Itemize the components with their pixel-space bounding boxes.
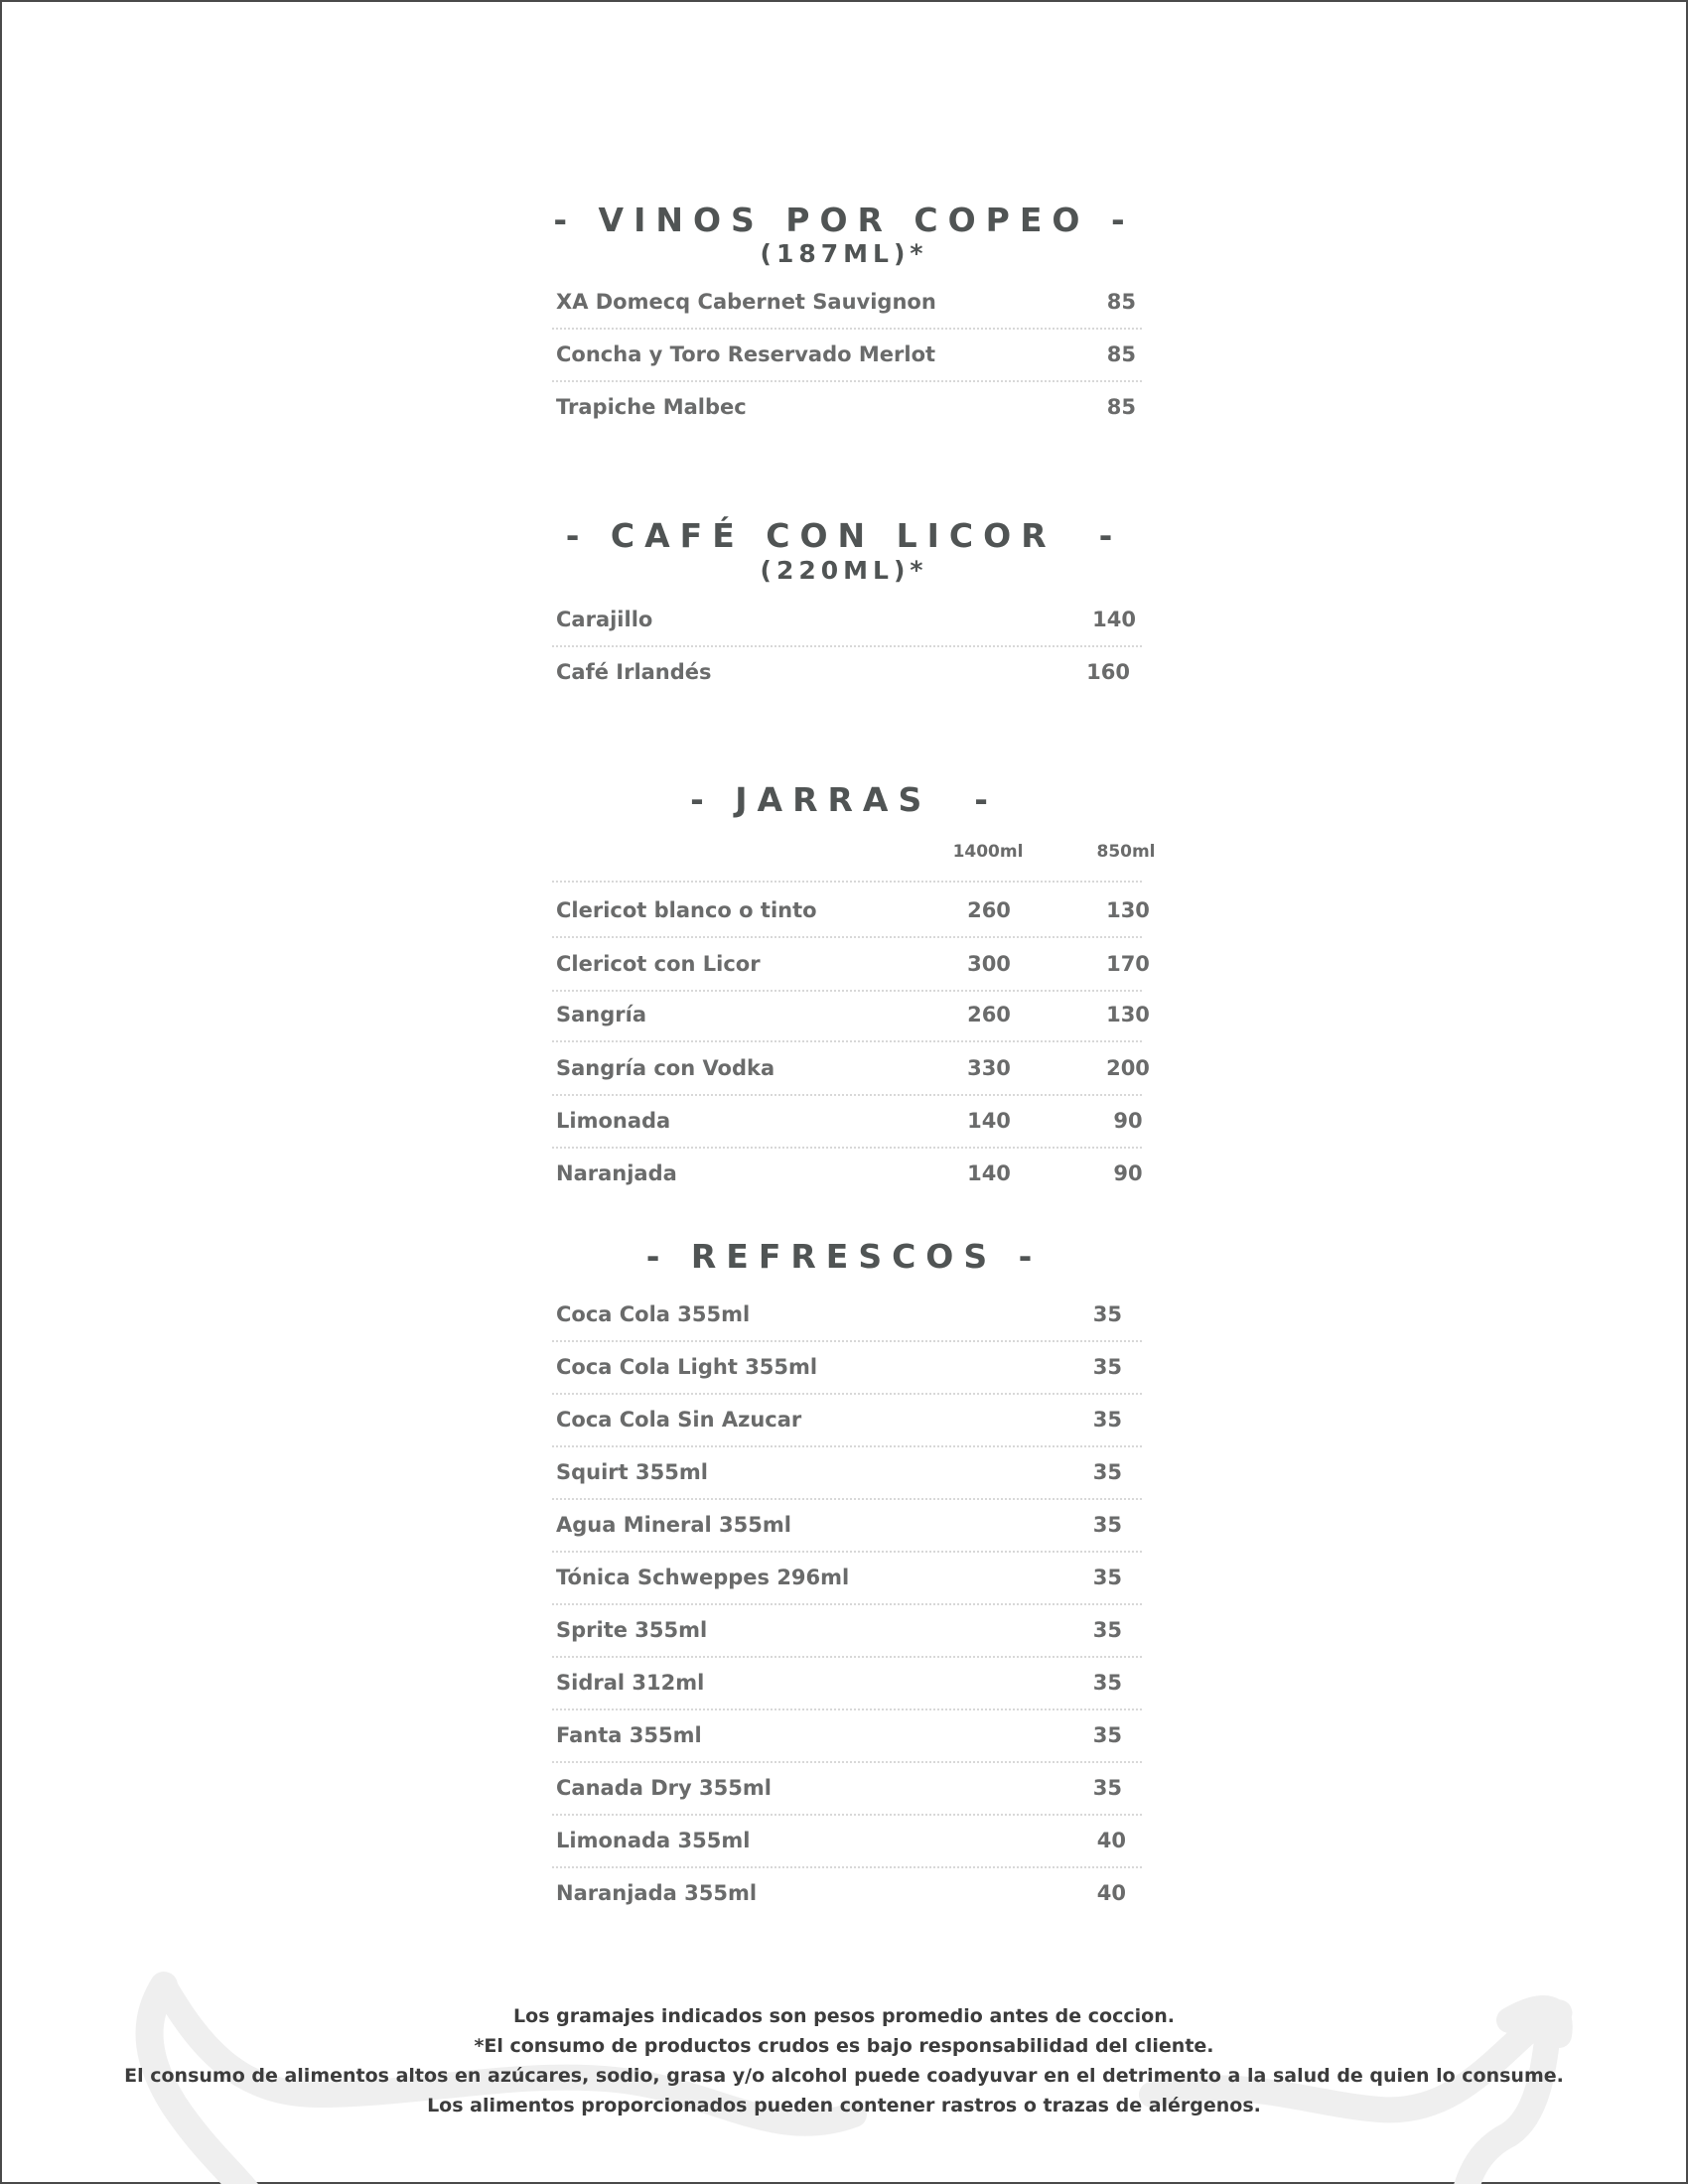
item-price-850ml: 90 bbox=[1113, 1109, 1143, 1133]
item-price: 85 bbox=[1106, 290, 1136, 314]
item-price-850ml: 200 bbox=[1106, 1056, 1150, 1080]
footer-disclaimer bbox=[0, 2001, 1688, 2120]
section-title-vinos: - VINOS POR COPEO - bbox=[553, 201, 1135, 239]
menu-item bbox=[552, 600, 1142, 652]
menu-item bbox=[552, 1715, 1142, 1768]
menu-item bbox=[552, 1347, 1142, 1400]
item-price-850ml: 90 bbox=[1113, 1161, 1143, 1185]
menu-item bbox=[552, 387, 1142, 440]
item-price-1400ml: 260 bbox=[967, 898, 1011, 922]
item-name: XA Domecq Cabernet Sauvignon bbox=[556, 290, 936, 314]
item-price: 40 bbox=[1096, 1829, 1126, 1852]
item-name: Clericot blanco o tinto bbox=[556, 898, 817, 922]
item-name: Naranjada bbox=[556, 1161, 677, 1185]
menu-item bbox=[552, 1505, 1142, 1558]
item-price: 140 bbox=[1092, 608, 1136, 631]
menu-item bbox=[552, 282, 1142, 335]
menu-item bbox=[552, 1295, 1142, 1347]
menu-item bbox=[552, 995, 1150, 1047]
item-name: Carajillo bbox=[556, 608, 653, 631]
item-name: Fanta 355ml bbox=[556, 1723, 702, 1747]
section-title-refrescos: - REFRESCOS - bbox=[645, 1237, 1043, 1276]
item-price-1400ml: 140 bbox=[967, 1161, 1011, 1185]
disclaimer-line: Los gramajes indicados son pesos promedio antes de coccion. bbox=[513, 2005, 1175, 2027]
item-price: 35 bbox=[1092, 1513, 1122, 1537]
menu-item bbox=[552, 1048, 1150, 1101]
menu-item bbox=[552, 944, 1150, 997]
item-name: Agua Mineral 355ml bbox=[556, 1513, 791, 1537]
item-name: Coca Cola Light 355ml bbox=[556, 1355, 818, 1379]
menu-item bbox=[552, 1154, 1142, 1206]
menu-item bbox=[552, 335, 1142, 387]
item-price: 35 bbox=[1092, 1408, 1122, 1432]
item-price-850ml: 130 bbox=[1106, 1003, 1150, 1026]
menu-item bbox=[552, 1768, 1142, 1821]
item-name: Limonada bbox=[556, 1109, 671, 1133]
menu-item bbox=[552, 1101, 1142, 1154]
item-price: 35 bbox=[1092, 1355, 1122, 1379]
item-name: Sidral 312ml bbox=[556, 1671, 705, 1695]
menu-item bbox=[552, 1400, 1142, 1452]
item-price: 35 bbox=[1092, 1618, 1122, 1642]
item-name: Squirt 355ml bbox=[556, 1460, 708, 1484]
item-price: 160 bbox=[1086, 660, 1130, 684]
item-name: Café Irlandés bbox=[556, 660, 712, 684]
menu-item bbox=[552, 890, 1150, 943]
menu-item bbox=[552, 1873, 1142, 1926]
item-name: Sangría bbox=[556, 1003, 647, 1026]
item-price: 40 bbox=[1096, 1881, 1126, 1905]
item-price-1400ml: 140 bbox=[967, 1109, 1011, 1133]
item-name: Limonada 355ml bbox=[556, 1829, 751, 1852]
disclaimer-line: El consumo de alimentos altos en azúcares, sodio, grasa y/o alcohol puede coadyuvar en el detrimento a la salud de quien lo consume. bbox=[124, 2065, 1564, 2087]
item-name: Naranjada 355ml bbox=[556, 1881, 758, 1905]
item-name: Sprite 355ml bbox=[556, 1618, 708, 1642]
disclaimer-line: *El consumo de productos crudos es bajo responsabilidad del cliente. bbox=[474, 2035, 1214, 2057]
item-name: Sangría con Vodka bbox=[556, 1056, 775, 1080]
disclaimer-line: Los alimentos proporcionados pueden contener rastros o trazas de alérgenos. bbox=[427, 2095, 1261, 2116]
section-title-jarras: - JARRAS - bbox=[690, 780, 998, 819]
item-price: 35 bbox=[1092, 1671, 1122, 1695]
section-subtitle-vinos: (187ML)* bbox=[760, 239, 928, 268]
item-name: Canada Dry 355ml bbox=[556, 1776, 772, 1800]
section-subtitle-cafe: (220ML)* bbox=[760, 556, 928, 585]
item-price-850ml: 130 bbox=[1106, 898, 1150, 922]
item-price: 85 bbox=[1106, 342, 1136, 366]
item-name: Concha y Toro Reservado Merlot bbox=[556, 342, 936, 366]
menu-item bbox=[552, 1558, 1142, 1610]
item-price-850ml: 170 bbox=[1106, 952, 1150, 976]
item-name: Coca Cola 355ml bbox=[556, 1302, 751, 1326]
item-price-1400ml: 300 bbox=[967, 952, 1011, 976]
item-price-1400ml: 260 bbox=[967, 1003, 1011, 1026]
menu-item bbox=[552, 1610, 1142, 1663]
menu-item bbox=[552, 1821, 1142, 1873]
item-name: Trapiche Malbec bbox=[556, 395, 747, 419]
item-price: 35 bbox=[1092, 1460, 1122, 1484]
menu-item bbox=[552, 1452, 1142, 1505]
item-price-1400ml: 330 bbox=[967, 1056, 1011, 1080]
column-header-1400ml: 1400ml bbox=[952, 842, 1024, 862]
column-header-850ml: 850ml bbox=[1096, 842, 1156, 862]
item-price: 35 bbox=[1092, 1723, 1122, 1747]
item-name: Tónica Schweppes 296ml bbox=[556, 1566, 850, 1589]
item-price: 35 bbox=[1092, 1566, 1122, 1589]
menu-item bbox=[552, 652, 1142, 705]
divider bbox=[552, 881, 1142, 883]
item-name: Clericot con Licor bbox=[556, 952, 761, 976]
item-name: Coca Cola Sin Azucar bbox=[556, 1408, 802, 1432]
item-price: 35 bbox=[1092, 1302, 1122, 1326]
menu-item bbox=[552, 1663, 1142, 1715]
item-price: 35 bbox=[1092, 1776, 1122, 1800]
item-price: 85 bbox=[1106, 395, 1136, 419]
section-title-cafe: - CAFÉ CON LICOR - bbox=[565, 516, 1123, 555]
